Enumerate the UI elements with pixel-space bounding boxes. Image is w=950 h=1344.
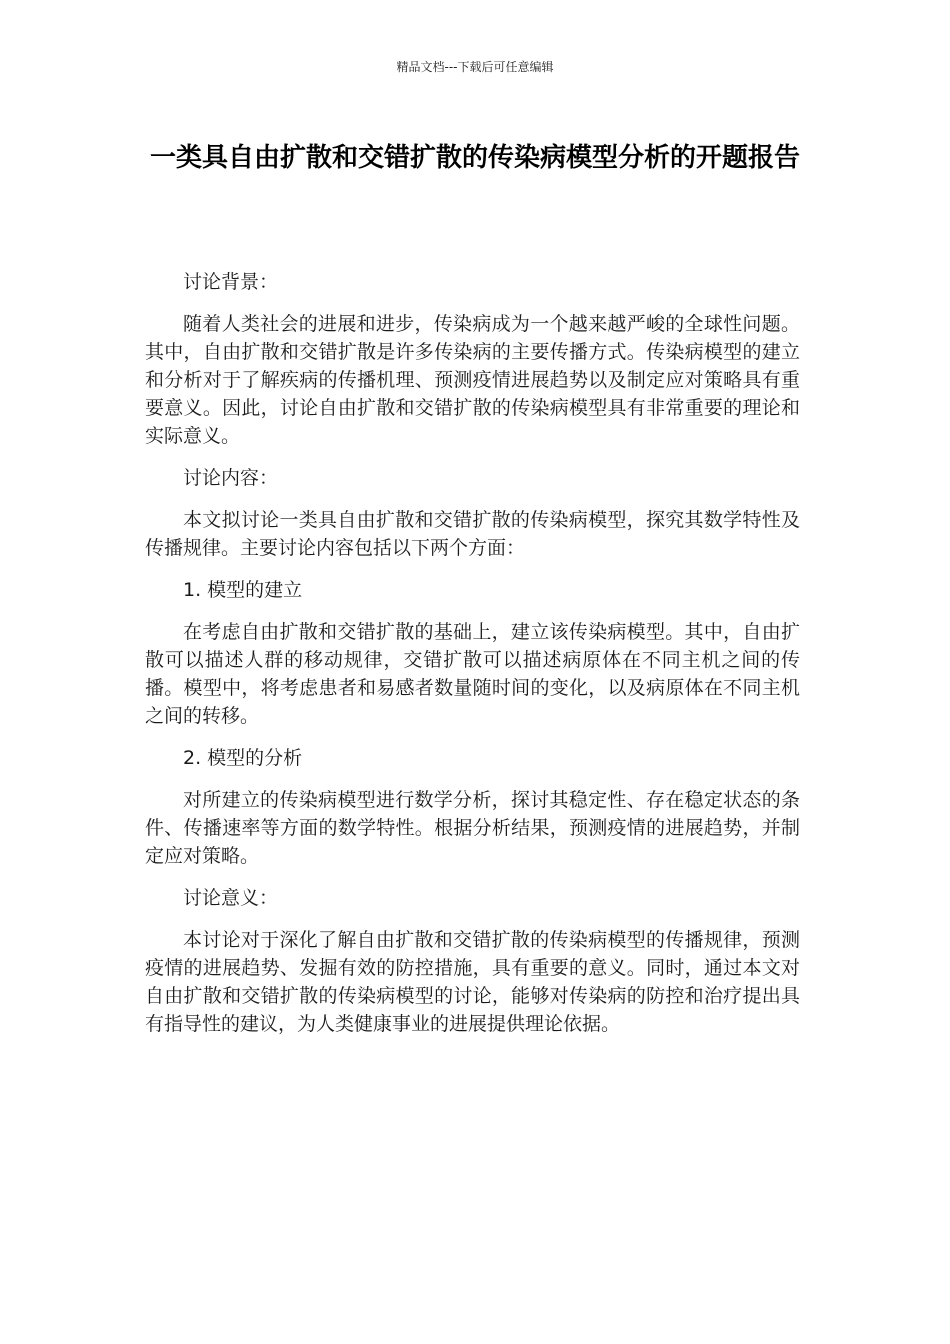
background-heading: 讨论背景： (183, 271, 279, 293)
document-title: 一类具自由扩散和交错扩散的传染病模型分析的开题报告 (149, 143, 800, 173)
item2-paragraph: 对所建立的传染病模型进行数学分析，探讨其稳定性、存在稳定状态的条件、传播速率等方面的数学特性。根据分析结果，预测疫情的进展趋势，并制定应对策略。 (145, 789, 800, 867)
header-note: 精品文档---下载后可任意编辑 (396, 60, 554, 74)
item1-heading: 1. 模型的建立 (183, 579, 303, 601)
item1-paragraph: 在考虑自由扩散和交错扩散的基础上，建立该传染病模型。其中，自由扩散可以描述人群的移动规律，交错扩散可以描述病原体在不同主机之间的传播。模型中，将考虑患者和易感者数量随时间的变化，以及病原体在不同主机之间的转移。 (145, 621, 800, 727)
content-heading: 讨论内容： (183, 467, 279, 489)
significance-paragraph: 本讨论对于深化了解自由扩散和交错扩散的传染病模型的传播规律，预测疫情的进展趋势、发掘有效的防控措施，具有重要的意义。同时，通过本文对自由扩散和交错扩散的传染病模型的讨论，能够对传染病的防控和治疗提出具有指导性的建议，为人类健康事业的进展提供理论依据。 (145, 929, 800, 1035)
document-body (145, 268, 800, 1052)
significance-heading: 讨论意义： (183, 887, 279, 909)
item2-heading: 2. 模型的分析 (183, 747, 303, 769)
background-paragraph: 随着人类社会的进展和进步，传染病成为一个越来越严峻的全球性问题。其中，自由扩散和交错扩散是许多传染病的主要传播方式。传染病模型的建立和分析对于了解疾病的传播机理、预测疫情进展趋势以及制定应对策略具有重要意义。因此，讨论自由扩散和交错扩散的传染病模型具有非常重要的理论和实际意义。 (145, 313, 800, 447)
content-paragraph: 本文拟讨论一类具自由扩散和交错扩散的传染病模型，探究其数学特性及传播规律。主要讨论内容包括以下两个方面： (145, 509, 800, 559)
